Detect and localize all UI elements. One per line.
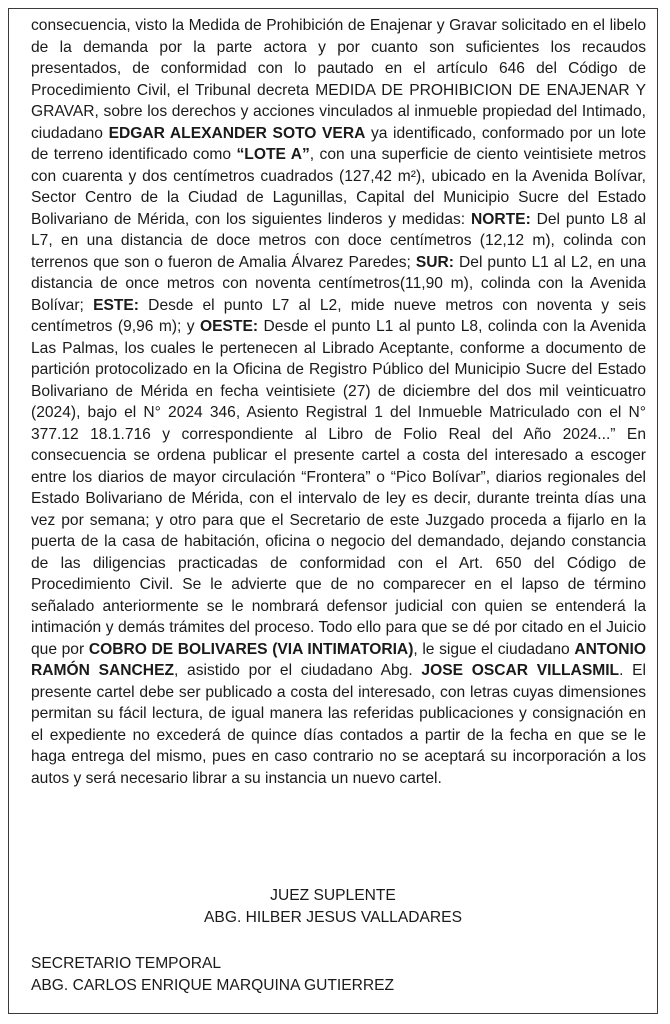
judge-title: JUEZ SUPLENTE: [270, 887, 396, 904]
legal-notice-page: [8, 8, 658, 1014]
notice-body-paragraph: [31, 15, 646, 789]
body-text-segment: Del punto L8 al L7, en una distancia de doce metros con doce centímetros (12,12 m), colinda con terrenos que son o fueron de Amalia Álvarez Paredes;: [31, 210, 647, 271]
body-text-segment: . El presente cartel debe ser publicado a costa del interesado, con letras cuyas dimensiones permitan su fácil lectura, de igual manera las referidas publicaciones y consignación en el expediente no excederá de quince días contados a partir de la fecha en que se le haga entrega del mismo, pues en caso contrario no se aceptará su incorporación a los autos y será necesario librar a su instancia un nuevo cartel.: [31, 662, 646, 787]
case-type: COBRO DE BOLIVARES (VIA INTIMATORIA): [88, 640, 414, 658]
boundary-west-label: OESTE:: [200, 318, 259, 335]
intimado-name: EDGAR ALEXANDER SOTO VERA: [108, 124, 366, 142]
plaintiff-name: ANTONIO RAMÓN SANCHEZ: [31, 640, 646, 679]
body-text-segment: Desde el punto L1 al punto L8, colinda con la Avenida Las Palmas, los cuales le pertenecen al Librado Aceptante, conforme a documento de partición protocolizado en la Oficina de Registro Público del Municipio Sucre del Estado Bolivariano de Mérida en fecha veintisiete (27) de diciembre del dos mil veinticuatro (2024), bajo el N° 2024 346, Asiento Registral 1 del Inmueble Matriculado con el N° 377.12 18.1.716 y correspondiente al Libro de Folio Real del Año 2024...” En consecuencia se ordena publicar el presente cartel a costa del interesado a escoger entre los diarios de mayor circulación “Frontera” o “Pico Bolívar”, diarios regionales del Estado Bolivariano de Mérida, con el intervalo de ley es decir, durante treinta días una vez por semana; y otro para que el Secretario de este Juzgado proceda a fijarlo en la puerta de la casa de habitación, oficina o negocio del demandado, dejando constancia de las diligencias practicadas de conformidad con el Art. 650 del Código de Procedimiento Civil. Se le advierte que de no comparecer en el lapso de término señalado anteriormente se le nombrará defensor judicial con quien se entenderá la intimación y demás trámites del proceso. Todo ello para que se dé por citado en el Juicio que por: [31, 318, 646, 658]
body-text-segment: , con una superficie de ciento veintisiete metros con cuarenta y dos centímetros cuadrados (127,42 m²), ubicado en la Avenida Bolívar, Sector Centro de la Ciudad de Lagunillas, Capital del Municipio Sucre del Estado Bolivariano de Mérida, con los siguientes linderos y medidas:: [31, 146, 646, 228]
body-text-segment: consecuencia, visto la Medida de Prohibición de Enajenar y Gravar solicitado en el libelo de la demanda por la parte actora y por cuanto son suficientes los recaudos presentados, de conformidad con lo pautado en el artículo 646 del Código de Procedimiento Civil, el Tribunal decreta MEDIDA DE PROHIBICION DE ENAJENAR Y GRAVAR, sobre los derechos y acciones vinculados al inmueble propiedad del Intimado, ciudadano: [31, 17, 646, 142]
body-text-segment: Desde el punto L7 al L2, mide nueve metros con noventa y seis centímetros (9,96 m); y: [31, 296, 646, 335]
judge-signature-block: [9, 885, 657, 928]
boundary-south-label: SUR:: [415, 253, 454, 271]
secretary-title: SECRETARIO TEMPORAL: [31, 955, 222, 972]
judge-name: ABG. HILBER JESUS VALLADARES: [204, 908, 462, 926]
boundary-east-label: ESTE:: [93, 296, 139, 314]
attorney-name: JOSE OSCAR VILLASMIL: [421, 662, 620, 679]
body-text-segment: , le sigue el ciudadano: [413, 640, 575, 658]
body-text-segment: Del punto L1 al L2, en una distancia de once metros con noventa centímetros(11,90 m), colinda con la Avenida Bolívar;: [31, 253, 646, 314]
body-text-segment: , asistido por el ciudadano Abg.: [174, 662, 422, 679]
secretary-name: ABG. CARLOS ENRIQUE MARQUINA GUTIERREZ: [31, 976, 395, 994]
body-text-segment: ya identificado, conformado por un lote de terreno identificado como: [31, 124, 647, 163]
secretary-signature-block: [31, 953, 394, 996]
boundary-north-label: NORTE:: [470, 210, 531, 228]
lot-identifier: “LOTE A”: [236, 146, 310, 163]
